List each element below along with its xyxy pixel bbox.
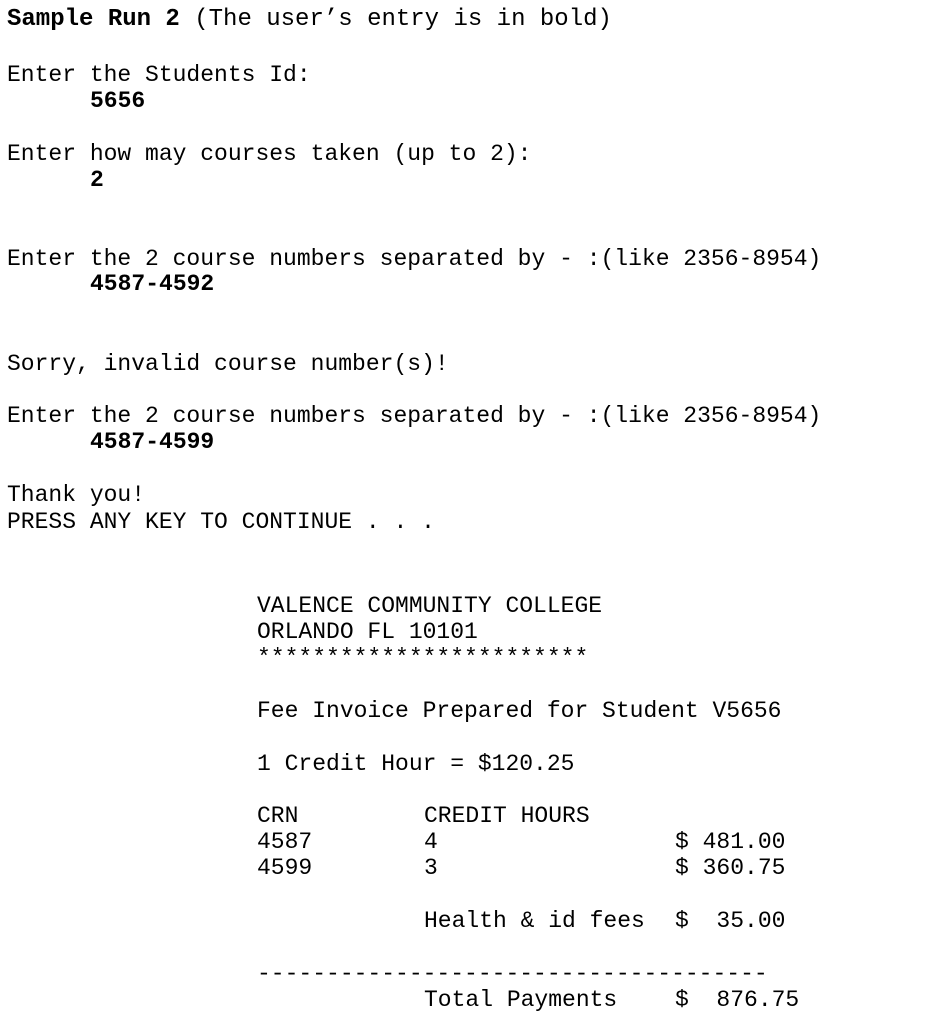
row-hours: 4 [424,829,438,855]
total-divider: ------------------------------------- [257,961,768,987]
row-amount: $ 481.00 [675,829,786,855]
header-credit-hours: CREDIT HOURS [424,803,590,829]
header-crn: CRN [257,803,299,829]
fees-amount: $ 35.00 [675,908,786,934]
fees-label: Health & id fees [424,908,645,934]
prompt-course-numbers-1: Enter the 2 course numbers separated by - :(like 2356-8954) [7,246,822,272]
row-crn: 4599 [257,855,313,881]
entry-student-id: 5656 [90,88,146,114]
error-message: Sorry, invalid course number(s)! [7,351,449,377]
credit-hour-rate: 1 Credit Hour = $120.25 [257,751,575,777]
invoice-title: Fee Invoice Prepared for Student V5656 [257,698,782,724]
total-amount: $ 876.75 [675,987,800,1013]
row-hours: 3 [424,855,438,881]
total-label: Total Payments [424,987,618,1013]
thanks-message: Thank you! [7,482,146,508]
prompt-course-count: Enter how may courses taken (up to 2): [7,141,532,167]
stars-divider: ************************ [257,645,589,671]
row-crn: 4587 [257,829,313,855]
college-name: VALENCE COMMUNITY COLLEGE [257,593,603,619]
prompt-course-numbers-2: Enter the 2 course numbers separated by - :(like 2356-8954) [7,403,822,429]
heading-rest: (The user’s entry is in bold) [194,6,612,33]
prompt-student-id: Enter the Students Id: [7,62,311,88]
entry-course-numbers-2: 4587-4599 [90,429,215,455]
heading-bold: Sample Run 2 [7,6,180,33]
continue-message: PRESS ANY KEY TO CONTINUE . . . [7,509,435,535]
college-address: ORLANDO FL 10101 [257,619,478,645]
row-amount: $ 360.75 [675,855,786,881]
sample-run-heading [7,7,612,33]
entry-course-count: 2 [90,167,104,193]
entry-course-numbers-1: 4587-4592 [90,271,215,297]
